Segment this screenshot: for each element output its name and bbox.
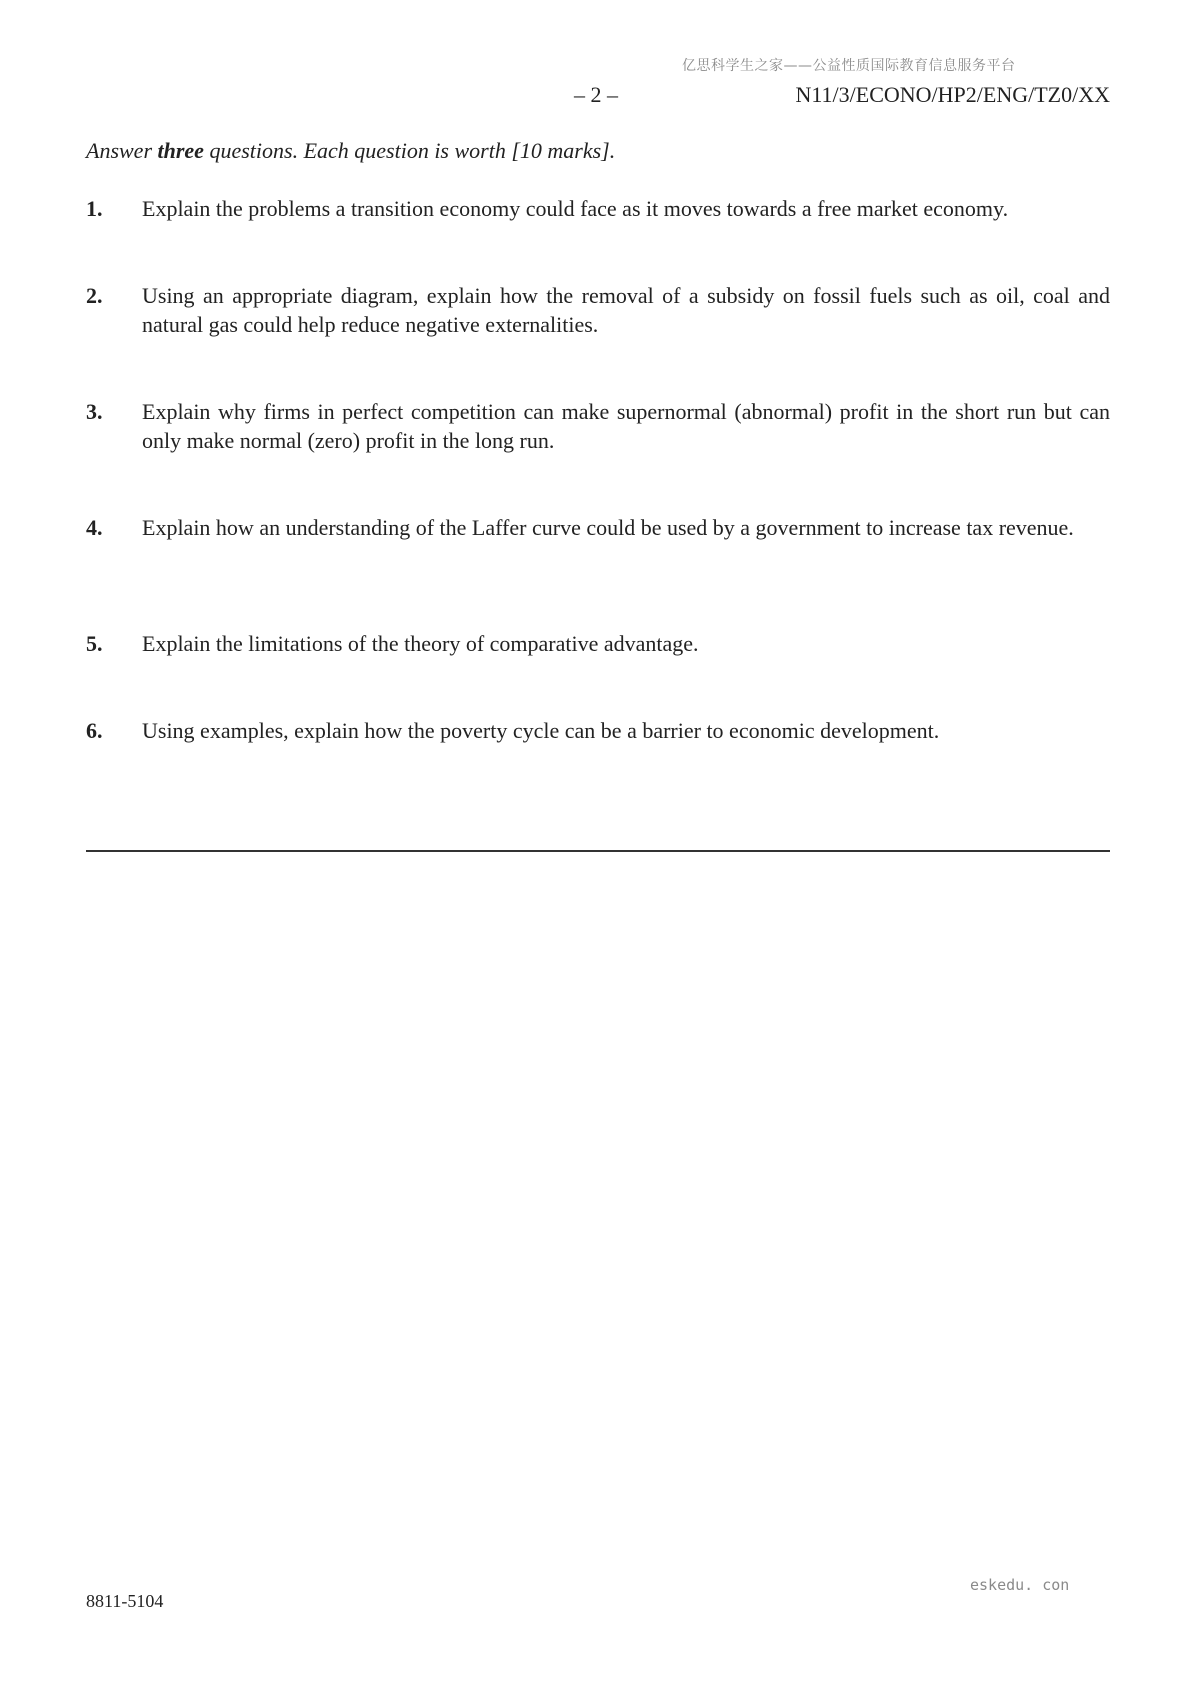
question-text: Explain the problems a transition economy could face as it moves towards a free market economy. [142, 196, 1009, 221]
watermark-bottom: eskedu. con [970, 1576, 1070, 1594]
footer-code: 8811-5104 [86, 1591, 164, 1611]
question-1 [86, 194, 1110, 223]
question-5 [86, 629, 1110, 658]
question-text: Explain how an understanding of the Laffer curve could be used by a government to increase tax revenue. [142, 515, 1074, 540]
question-number: 2. [86, 283, 103, 308]
question-number: 3. [86, 399, 103, 424]
question-number: 6. [86, 718, 103, 743]
question-text: Explain why firms in perfect competition can make supernormal (abnormal) profit in the short run but can only make normal (zero) profit in the long run. [142, 399, 1110, 453]
question-number: 5. [86, 631, 103, 656]
instructions-emphasis: three [157, 138, 204, 163]
question-number: 1. [86, 196, 103, 221]
instructions-suffix: questions. Each question is worth [10 marks]. [203, 138, 616, 163]
instructions [86, 138, 615, 164]
question-4 [86, 513, 1110, 542]
question-number: 4. [86, 515, 103, 540]
question-6 [86, 716, 1110, 745]
question-text: Using examples, explain how the poverty cycle can be a barrier to economic development. [142, 718, 940, 743]
paper-code: N11/3/ECONO/HP2/ENG/TZ0/XX [795, 82, 1110, 107]
question-text: Using an appropriate diagram, explain how the removal of a subsidy on fossil fuels such as oil, coal and natural gas could help reduce negative externalities. [142, 283, 1110, 337]
question-3 [86, 397, 1110, 455]
watermark-top: 亿思科学生之家——公益性质国际教育信息服务平台 [682, 58, 1016, 74]
end-divider [86, 850, 1110, 852]
question-text: Explain the limitations of the theory of comparative advantage. [142, 631, 699, 656]
page-number: – 2 – [574, 82, 618, 107]
question-2 [86, 281, 1110, 339]
instructions-prefix: Answer [86, 138, 158, 163]
